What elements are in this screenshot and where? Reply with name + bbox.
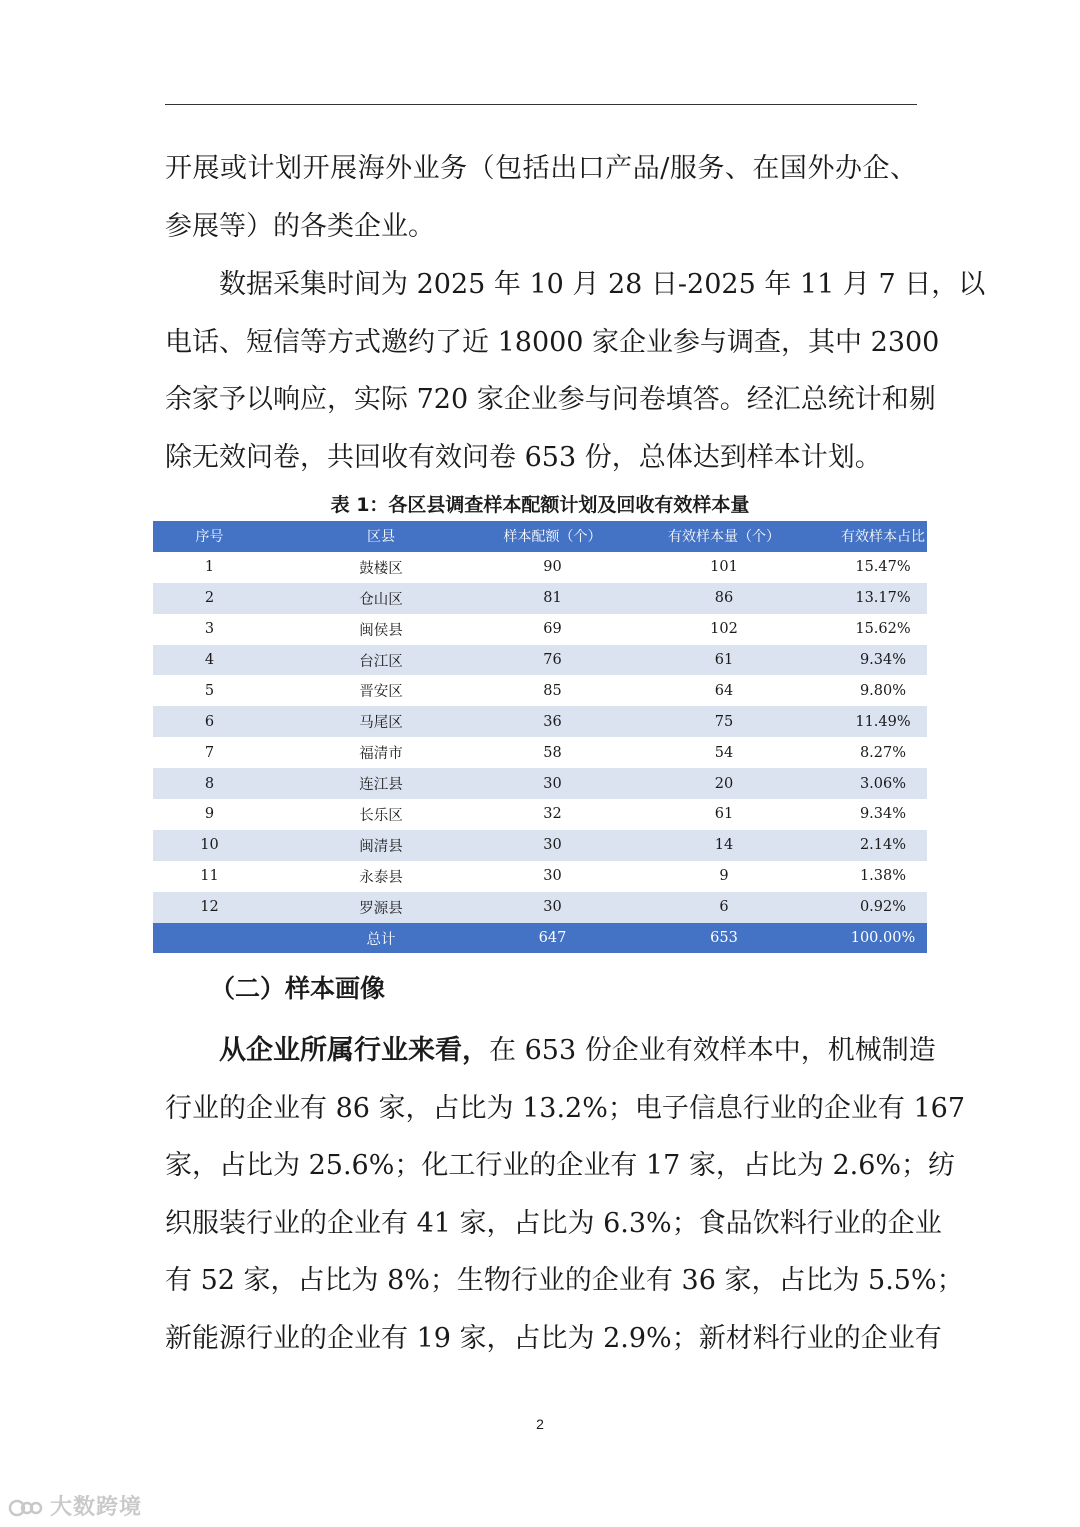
row-cell-index: 4	[153, 645, 266, 676]
row-cell-valid: 101	[609, 552, 839, 583]
collection-line-2: 电话、短信等方式邀约了近 18000 家企业参与调查，其中 2300	[165, 326, 940, 358]
row-cell-quota: 85	[496, 675, 609, 706]
row-cell-valid: 61	[609, 799, 839, 830]
collection-line-1: 数据采集时间为 2025 年 10 月 28 日-2025 年 11 月 7 日，以	[219, 269, 986, 300]
row-cell-district: 闽侯县	[266, 614, 496, 645]
row-cell-valid: 102	[609, 614, 839, 645]
collection-line-3: 余家予以响应，实际 720 家企业参与问卷填答。经汇总统计和剔	[165, 384, 936, 415]
industry-line-1-rest: 在 653 份企业有效样本中，机械制造	[489, 1035, 936, 1066]
row-cell-quota: 76	[496, 645, 609, 676]
row-cell-valid: 64	[609, 675, 839, 706]
table-total-row	[153, 923, 927, 954]
row-cell-quota: 30	[496, 768, 609, 799]
row-cell-share: 13.17%	[839, 583, 927, 614]
row-cell-quota: 32	[496, 799, 609, 830]
table-row	[153, 799, 927, 830]
header-rule	[165, 104, 917, 105]
row-cell-quota: 69	[496, 614, 609, 645]
row-cell-district: 永泰县	[266, 861, 496, 892]
row-cell-index: 12	[153, 892, 266, 923]
row-cell-index: 10	[153, 830, 266, 861]
industry-paragraph	[165, 1022, 965, 1367]
row-cell-district: 连江县	[266, 768, 496, 799]
row-cell-share: 1.38%	[839, 861, 927, 892]
intro-line-1: 开展或计划开展海外业务（包括出口产品/服务、在国外办企、	[165, 153, 917, 184]
row-cell-quota: 30	[496, 830, 609, 861]
industry-line-1	[165, 1022, 936, 1080]
row-cell-valid: 54	[609, 737, 839, 768]
table-header-row	[153, 521, 927, 552]
watermark	[8, 1490, 142, 1521]
row-cell-share: 11.49%	[839, 706, 927, 737]
row-cell-index: 8	[153, 768, 266, 799]
row-cell-district: 仓山区	[266, 583, 496, 614]
row-cell-valid: 6	[609, 892, 839, 923]
page-number: 2	[536, 1416, 544, 1432]
total-cell-label: 总计	[266, 923, 496, 954]
table-row	[153, 830, 927, 861]
row-cell-share: 8.27%	[839, 737, 927, 768]
table-row	[153, 706, 927, 737]
row-cell-valid: 20	[609, 768, 839, 799]
intro-line-2: 参展等）的各类企业。	[165, 210, 435, 242]
total-cell-valid: 653	[609, 923, 839, 954]
row-cell-index: 1	[153, 552, 266, 583]
row-cell-district: 长乐区	[266, 799, 496, 830]
row-cell-valid: 9	[609, 861, 839, 892]
table-row	[153, 552, 927, 583]
row-cell-quota: 58	[496, 737, 609, 768]
watermark-text: 大数跨境	[50, 1495, 143, 1520]
row-cell-district: 闽清县	[266, 830, 496, 861]
collection-paragraph	[165, 256, 986, 486]
row-cell-quota: 30	[496, 861, 609, 892]
row-cell-share: 2.14%	[839, 830, 927, 861]
row-cell-index: 3	[153, 614, 266, 645]
quota-table	[153, 521, 927, 953]
table-row	[153, 892, 927, 923]
table-row	[153, 645, 927, 676]
row-cell-valid: 14	[609, 830, 839, 861]
table-row	[153, 861, 927, 892]
row-cell-quota: 90	[496, 552, 609, 583]
table-row	[153, 768, 927, 799]
intro-paragraph	[165, 140, 917, 255]
total-cell-quota: 647	[496, 923, 609, 954]
row-cell-index: 2	[153, 583, 266, 614]
total-cell-share: 100.00%	[839, 923, 927, 954]
row-cell-district: 台江区	[266, 645, 496, 676]
row-cell-share: 9.34%	[839, 799, 927, 830]
col-header-quota: 样本配额（个）	[496, 521, 609, 552]
watermark-logo-icon	[8, 1497, 44, 1519]
row-cell-index: 9	[153, 799, 266, 830]
row-cell-share: 3.06%	[839, 768, 927, 799]
col-header-district: 区县	[266, 521, 496, 552]
collection-line-4: 除无效问卷，共回收有效问卷 653 份，总体达到样本计划。	[165, 441, 882, 473]
industry-lead: 从企业所属行业来看，	[219, 1035, 489, 1066]
table-row	[153, 583, 927, 614]
industry-line-6: 新能源行业的企业有 19 家，占比为 2.9%；新材料行业的企业有	[165, 1322, 942, 1354]
industry-line-3: 家，占比为 25.6%；化工行业的企业有 17 家，占比为 2.6%；纺	[165, 1150, 956, 1181]
row-cell-valid: 75	[609, 706, 839, 737]
row-cell-valid: 86	[609, 583, 839, 614]
row-cell-share: 15.47%	[839, 552, 927, 583]
row-cell-share: 15.62%	[839, 614, 927, 645]
col-header-share: 有效样本占比	[839, 521, 927, 552]
industry-line-4: 织服装行业的企业有 41 家，占比为 6.3%；食品饮料行业的企业	[165, 1207, 942, 1239]
row-cell-index: 11	[153, 861, 266, 892]
row-cell-valid: 61	[609, 645, 839, 676]
row-cell-share: 9.80%	[839, 675, 927, 706]
row-cell-quota: 30	[496, 892, 609, 923]
col-header-valid: 有效样本量（个）	[609, 521, 839, 552]
table-caption: 表 1：各区县调查样本配额计划及回收有效样本量	[330, 494, 750, 516]
row-cell-index: 5	[153, 675, 266, 706]
row-cell-quota: 81	[496, 583, 609, 614]
row-cell-index: 7	[153, 737, 266, 768]
total-cell-index	[153, 923, 266, 954]
row-cell-share: 0.92%	[839, 892, 927, 923]
row-cell-index: 6	[153, 706, 266, 737]
industry-line-5: 有 52 家，占比为 8%；生物行业的企业有 36 家，占比为 5.5%；	[165, 1265, 964, 1296]
col-header-index: 序号	[153, 521, 266, 552]
table-row	[153, 614, 927, 645]
table-row	[153, 675, 927, 706]
row-cell-district: 罗源县	[266, 892, 496, 923]
section-heading: （二）样本画像	[210, 974, 386, 1003]
industry-line-2: 行业的企业有 86 家，占比为 13.2%；电子信息行业的企业有 167	[165, 1092, 965, 1124]
row-cell-share: 9.34%	[839, 645, 927, 676]
row-cell-district: 鼓楼区	[266, 552, 496, 583]
row-cell-district: 马尾区	[266, 706, 496, 737]
row-cell-district: 晋安区	[266, 675, 496, 706]
row-cell-quota: 36	[496, 706, 609, 737]
table-row	[153, 737, 927, 768]
row-cell-district: 福清市	[266, 737, 496, 768]
